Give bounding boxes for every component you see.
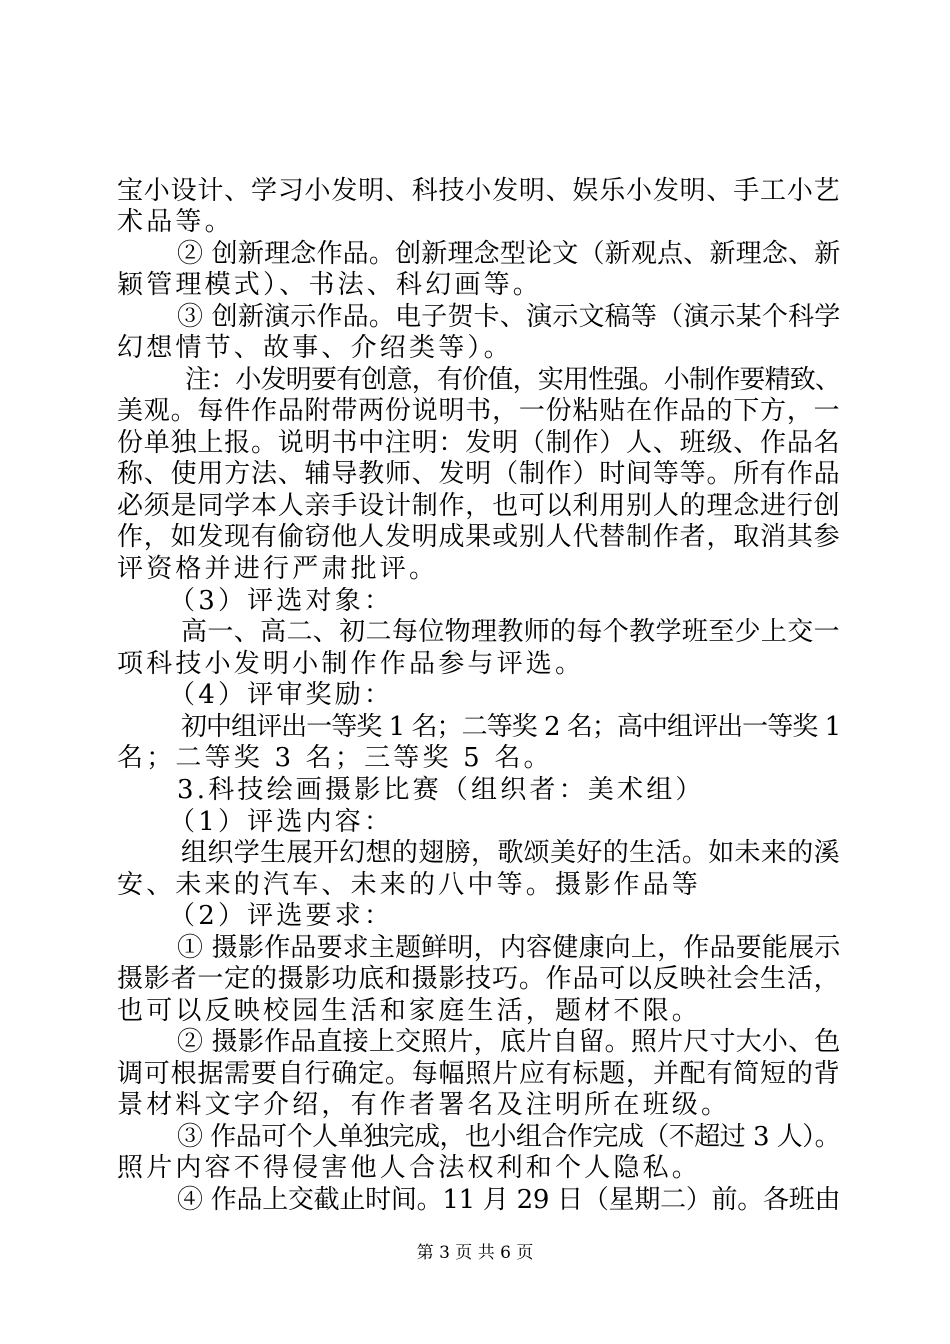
text-line: ② 摄影作品直接上交照片，底片自留。照片尺寸大小、色 <box>177 1027 841 1057</box>
text-line: 3.科技绘画摄影比赛（组织者：美术组） <box>177 775 705 805</box>
text-line: 必须是同学本人亲手设计制作，也可以利用别人的理念进行创 <box>117 491 841 521</box>
text-line: 初中组评出一等奖 1 名；二等奖 2 名；高中组评出一等奖 1 <box>181 712 841 742</box>
text-line: （4）评审奖励： <box>169 680 394 710</box>
text-line: ③ 创新演示作品。电子贺卡、演示文稿等（演示某个科学 <box>177 302 841 332</box>
text-line: 照片内容不得侵害他人合法权利和个人隐私。 <box>117 1153 702 1183</box>
text-line: 注：小发明要有创意，有价值，实用性强。小制作要精致、 <box>185 365 841 395</box>
text-line: 份单独上报。说明书中注明：发明（制作）人、班级、作品名 <box>117 428 841 458</box>
text-line: （1）评选内容： <box>169 807 394 837</box>
text-line: 评资格并进行严肃批评。 <box>117 554 439 584</box>
text-line: 称、使用方法、辅导教师、发明（制作）时间等等。所有作品 <box>117 459 841 489</box>
text-line: 安、未来的汽车、未来的八中等。摄影作品等 <box>117 870 702 900</box>
text-line: 宝小设计、学习小发明、科技小发明、娱乐小发明、手工小艺 <box>117 176 841 206</box>
text-line: ③ 作品可个人单独完成，也小组合作完成（不超过 3 人）。 <box>177 1122 841 1152</box>
text-line: 摄影者一定的摄影功底和摄影技巧。作品可以反映社会生活， <box>117 964 841 994</box>
text-line: 景材料文字介绍，有作者署名及注明所在班级。 <box>117 1090 731 1120</box>
text-line: 作，如发现有偷窃他人发明成果或别人代替制作者，取消其参 <box>117 522 841 552</box>
text-line: 项科技小发明小制作作品参与评选。 <box>117 649 585 679</box>
text-line: 颖管理模式）、书法、科幻画等。 <box>117 270 543 300</box>
text-line: ② 创新理念作品。创新理念型论文（新观点、新理念、新 <box>177 239 841 269</box>
text-line: 术品等。 <box>117 207 234 237</box>
text-line: 组织学生展开幻想的翅膀，歌颂美好的生活。如未来的溪 <box>181 838 841 868</box>
text-line: （2）评选要求： <box>169 901 394 931</box>
text-line: 也可以反映校园生活和家庭生活，题材不限。 <box>117 996 702 1026</box>
text-line: ④ 作品上交截止时间。11 月 29 日（星期二）前。各班由 <box>177 1185 841 1215</box>
text-line: 美观。每件作品附带两份说明书，一份粘贴在作品的下方，一 <box>117 396 841 426</box>
text-line: 调可根据需要自行确定。每幅照片应有标题，并配有简短的背 <box>117 1059 841 1089</box>
text-line: 名；二等奖 3 名；三等奖 5 名。 <box>117 743 553 773</box>
text-line: 高一、高二、初二每位物理教师的每个教学班至少上交一 <box>181 617 841 647</box>
text-line: （3）评选对象： <box>169 586 394 616</box>
page-footer: 第 3 页 共 6 页 <box>416 1243 534 1263</box>
text-line: 幻想情节、故事、介绍类等）。 <box>117 333 513 363</box>
text-line: ① 摄影作品要求主题鲜明，内容健康向上，作品要能展示 <box>177 933 841 963</box>
